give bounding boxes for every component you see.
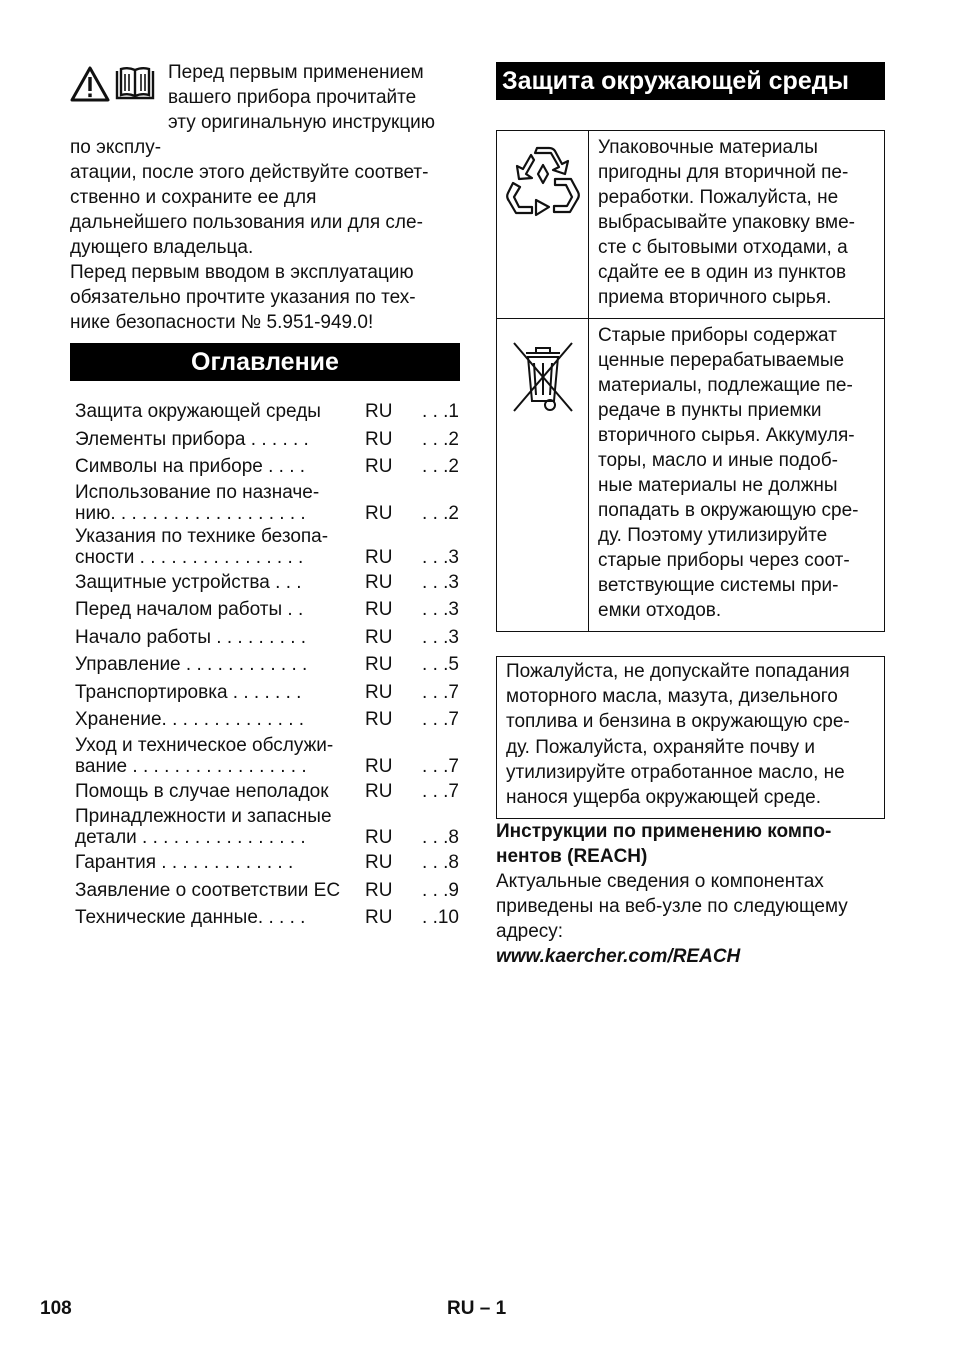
manual-book-icon <box>114 66 156 102</box>
environment-heading: Защита окружающей среды <box>496 62 885 100</box>
toc-row[interactable] <box>75 526 460 568</box>
toc-row[interactable] <box>75 850 460 876</box>
icon-cell <box>497 319 589 632</box>
toc-entry-page: . . .8 <box>422 827 459 848</box>
old-devices-text: Старые приборы содержат ценные перерабатываемые материалы, подлежащие пе- редаче в пункты приемки вторичного сырья. Аккумуля- торы, масло и иные подоб- ные материалы не должны попадать в окружающую сре- ду. Поэтому утилизируйте старые приборы через соот- ветствующие системы при- емки отходов. <box>589 319 885 632</box>
toc-row[interactable] <box>75 652 460 678</box>
toc-entry-lang: RU <box>365 546 393 568</box>
toc-entry-page: . . .9 <box>422 879 459 901</box>
toc-entry-title: Защитные устройства . . . <box>75 571 302 593</box>
toc-entry-lang: RU <box>365 780 393 802</box>
toc-entry-title: Указания по технике безопа- сности . . . . . . . . . . . . . . . . <box>75 525 329 568</box>
toc-entry-title: Элементы прибора . . . . . . <box>75 428 309 450</box>
toc-entry-page: . . .5 <box>422 654 459 675</box>
toc-row[interactable] <box>75 878 460 904</box>
toc-entry-title: Помощь в случае неполадок <box>75 780 329 802</box>
toc-entry-title: Использование по назначе- нию. . . . . . . . . . . . . . . . . . . <box>75 481 320 524</box>
toc-entry-page: . . .7 <box>422 709 459 730</box>
recycling-icon <box>505 145 581 221</box>
intro-section <box>70 60 460 335</box>
toc-entry-lang: RU <box>365 571 393 593</box>
toc-row[interactable] <box>75 707 460 733</box>
toc-entry-title: Транспортировка . . . . . . . <box>75 681 302 703</box>
toc-entry-page: . .10 <box>422 907 459 928</box>
toc-row[interactable] <box>75 625 460 651</box>
toc-row[interactable] <box>75 597 460 623</box>
toc-entry-title: Гарантия . . . . . . . . . . . . . <box>75 852 294 873</box>
toc-row[interactable] <box>75 779 460 805</box>
reach-title: Инструкции по применению компо- нентов (REACH) <box>496 821 832 868</box>
toc-entry-title: Символы на приборе . . . . <box>75 456 306 477</box>
toc-entry-lang: RU <box>365 401 393 422</box>
table-row <box>497 319 885 632</box>
environment-table <box>496 130 885 632</box>
icon-cell <box>497 131 589 319</box>
toc-entry-page: . . .3 <box>422 626 459 648</box>
toc-entry-lang: RU <box>365 827 393 848</box>
toc-entry-title: Защита окружающей среды <box>75 401 321 422</box>
toc-row[interactable] <box>75 427 460 453</box>
toc-entry-lang: RU <box>365 456 393 477</box>
table-row <box>497 131 885 319</box>
toc-entry-lang: RU <box>365 502 393 524</box>
reach-text: Актуальные сведения о компонентах приведены на веб-узле по следующему адресу: <box>496 871 848 943</box>
toc-entry-page: . . .7 <box>422 755 459 777</box>
toc-entry-lang: RU <box>365 879 393 901</box>
toc-entry-lang: RU <box>365 709 393 730</box>
table-of-contents <box>75 399 460 931</box>
toc-entry-page: . . .3 <box>422 599 459 620</box>
crossed-bin-icon <box>510 339 576 415</box>
toc-entry-page: . . .8 <box>422 852 459 873</box>
toc-entry-lang: RU <box>365 428 393 450</box>
toc-entry-lang: RU <box>365 626 393 648</box>
toc-entry-title: Заявление о соответствии ЕС <box>75 879 341 901</box>
intro-icons <box>70 60 162 112</box>
left-column <box>70 60 460 933</box>
toc-entry-title: Технические данные. . . . . <box>75 907 306 928</box>
toc-row[interactable] <box>75 482 460 524</box>
warning-triangle-icon <box>70 66 110 102</box>
toc-entry-page: . . .7 <box>422 780 459 802</box>
toc-heading: Оглавление <box>70 343 460 381</box>
toc-entry-title: Принадлежности и запасные детали . . . . . . . . . . . . . . . . <box>75 806 332 848</box>
page-number: 108 <box>40 1298 72 1319</box>
toc-row[interactable] <box>75 680 460 706</box>
intro-paragraph: Перед первым применением вашего прибора прочитайте эту оригинальную инструкцию по эксплу- атации, после этого действуйте соответ- ственно и сохраните ее для дальнейшего пользования или для сле- дующего владельца. <box>70 62 436 258</box>
toc-entry-page: . . .2 <box>422 428 459 450</box>
toc-entry-title: Перед началом работы . . <box>75 599 304 620</box>
toc-entry-title: Управление . . . . . . . . . . . . <box>75 654 308 675</box>
toc-entry-page: . . .3 <box>422 571 459 593</box>
toc-entry-lang: RU <box>365 852 393 873</box>
toc-row[interactable] <box>75 399 460 425</box>
toc-row[interactable] <box>75 454 460 480</box>
packaging-text: Упаковочные материалы пригодны для вторичной пе- реработки. Пожалуйста, не выбрасывайте упаковку вме- сте с бытовыми отходами, а сдайте ее в один из пунктов приема вторичного сырья. <box>589 131 885 319</box>
toc-entry-lang: RU <box>365 681 393 703</box>
toc-entry-lang: RU <box>365 654 393 675</box>
right-column <box>496 62 885 969</box>
reach-url-link[interactable]: www.kaercher.com/REACH <box>496 946 741 968</box>
toc-entry-page: . . .2 <box>422 502 459 524</box>
oil-notice-box: Пожалуйста, не допускайте попадания моторного масла, мазута, дизельного топлива и бензина в окружающую сре- ду. Пожалуйста, охраняйте почву и утилизируйте отработанное масло, не нанося ущерба окружающей среде. <box>496 656 885 819</box>
toc-entry-lang: RU <box>365 907 393 928</box>
toc-entry-page: . . .3 <box>422 546 459 568</box>
toc-entry-title: Хранение. . . . . . . . . . . . . . <box>75 709 305 730</box>
toc-entry-title: Уход и техническое обслужи- вание . . . . . . . . . . . . . . . . . <box>75 734 334 777</box>
toc-entry-page: . . .1 <box>422 401 459 422</box>
toc-entry-lang: RU <box>365 755 393 777</box>
toc-entry-lang: RU <box>365 599 393 620</box>
toc-entry-page: . . .7 <box>422 681 459 703</box>
toc-entry-page: . . .2 <box>422 456 459 477</box>
safety-paragraph: Перед первым вводом в эксплуатацию обязательно прочтите указания по тех- нике безопасности № 5.951-949.0! <box>70 262 416 333</box>
section-label: RU – 1 <box>447 1298 507 1319</box>
toc-row[interactable] <box>75 735 460 777</box>
toc-row[interactable] <box>75 806 460 848</box>
toc-row[interactable] <box>75 905 460 931</box>
toc-entry-title: Начало работы . . . . . . . . . <box>75 626 307 648</box>
toc-row[interactable] <box>75 570 460 596</box>
